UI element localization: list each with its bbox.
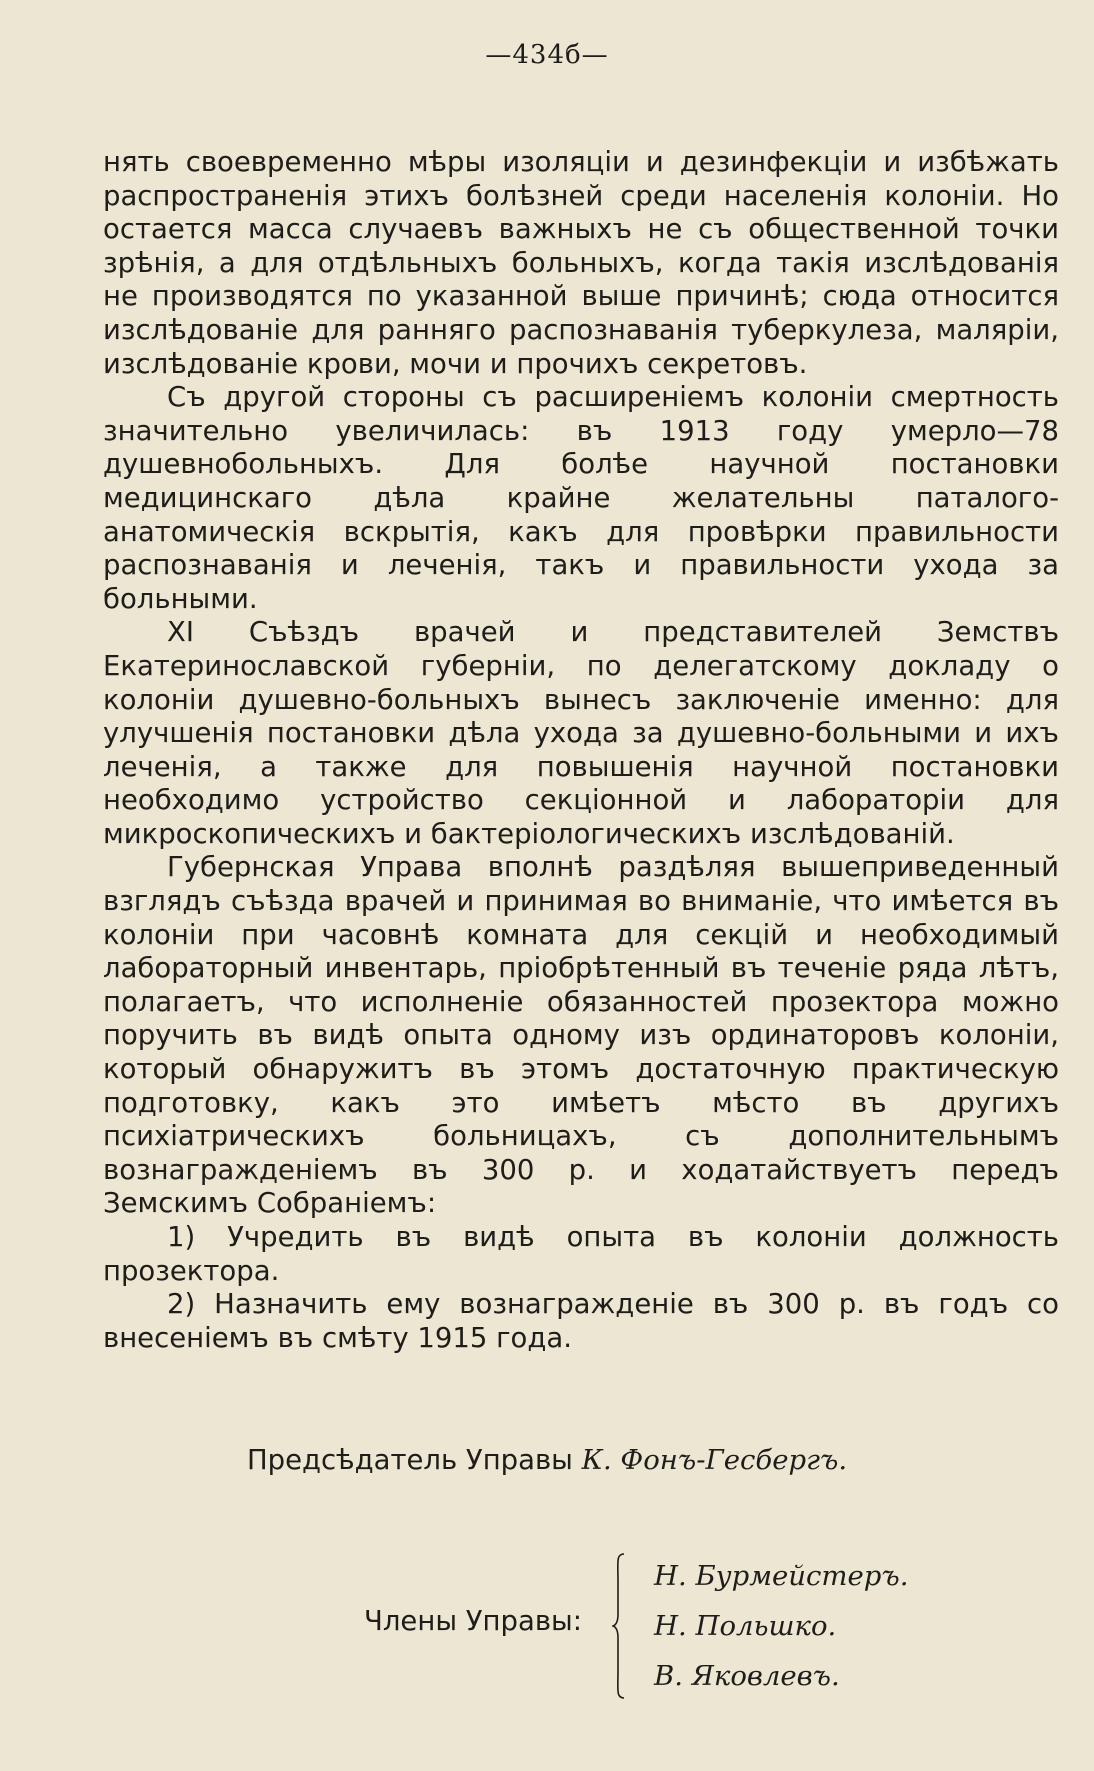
chairman-signature-line	[0, 1444, 1094, 1476]
member-name: В. Яковлевъ.	[654, 1660, 840, 1692]
members-list	[654, 1551, 908, 1701]
page-number: —434б—	[485, 40, 609, 70]
paragraph-mortality: Съ другой стороны съ расширеніемъ колоніи смертность значительно увеличилась: въ 1913 году умерло—78 душевнобольныхъ. Для болѣе научной постановки медицинскаго дѣла крайне желательны паталого-анатомическія вскрытія, какъ для провѣрки правильности распознаванія и леченія, такъ и правильности ухода за больными.	[103, 381, 1059, 615]
paragraph-isolation: нять своевременно мѣры изоляціи и дезинфекціи и избѣжать распространенія этихъ болѣзней среди населенія колоніи. Но остается масса случаевъ важныхъ не съ общественной точки зрѣнія, а для отдѣльныхъ больныхъ, когда такія изслѣдованія не производятся по указанной выше причинѣ; сюда относится изслѣдованіе для ранняго распознаванія туберкулеза, маляріи, изслѣдованіе крови, мочи и прочихъ секретовъ.	[103, 146, 1059, 380]
list-item-remuneration: 2) Назначить ему вознагражденіе въ 300 р. въ годъ со внесеніемъ въ смѣту 1915 года.	[103, 1288, 1059, 1354]
chairman-name: К. Фонъ-Гесбергъ.	[581, 1444, 848, 1476]
paragraph-resolution: Губернская Управа вполнѣ раздѣляя вышеприведенный взглядъ съѣзда врачей и принимая во вниманіе, что имѣется въ колоніи при часовнѣ комната для секцій и необходимый лабораторный инвентарь, пріобрѣтенный въ теченіе ряда лѣтъ, полагаетъ, что исполненіе обязанностей прозектора можно поручить въ видѣ опыта одному изъ ординаторовъ колоніи, который обнаружитъ въ этомъ достаточную практическую подготовку, какъ это имѣетъ мѣсто въ другихъ психіатрическихъ больницахъ, съ дополнительнымъ вознагражденіемъ въ 300 р. и ходатайствуетъ передъ Земскимъ Собраніемъ:	[103, 851, 1059, 1220]
list-item-prosector-post: 1) Учредить въ видѣ опыта въ колоніи должность прозектора.	[103, 1221, 1059, 1287]
members-label: Члены Управы:	[364, 1605, 583, 1637]
member-name: Н. Бурмейстеръ.	[654, 1560, 909, 1592]
chairman-title: Предсѣдатель Управы	[246, 1444, 573, 1476]
body-text	[103, 146, 1059, 1355]
curly-brace	[612, 1552, 626, 1700]
paragraph-congress: XI Съѣздъ врачей и представителей Земствъ Екатеринославской губерніи, по делегатскому докладу о колоніи душевно-больныхъ вынесъ заключеніе именно: для улучшенія постановки дѣла ухода за душевно-больными и ихъ леченія, а также для повышенія научной постановки необходимо устройство секціонной и лабораторіи для микроскопическихъ и бактеріологическихъ изслѣдованій.	[103, 616, 1059, 850]
member-name: Н. Польшко.	[654, 1610, 837, 1642]
